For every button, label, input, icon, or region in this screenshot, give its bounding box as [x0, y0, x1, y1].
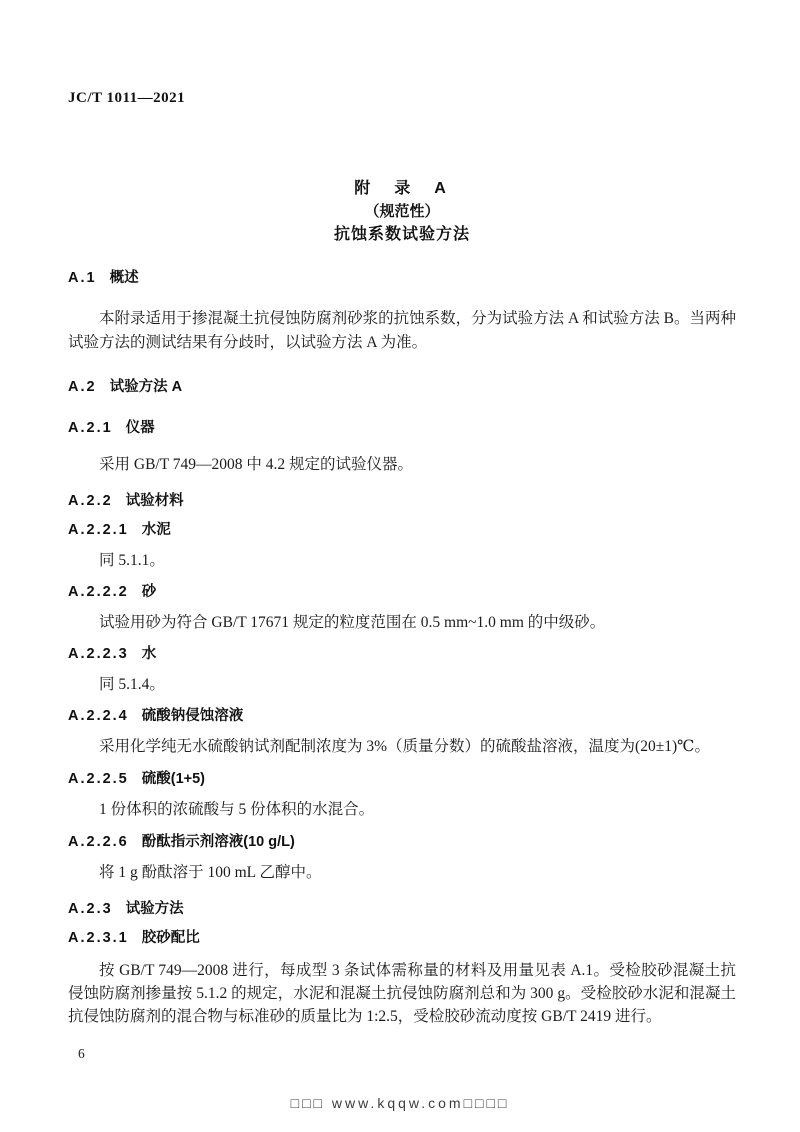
heading-number: A.1 [68, 270, 97, 286]
heading-title: 试验方法 A [109, 379, 183, 395]
heading-number: A.2.2.2 [68, 584, 129, 600]
heading-a2 [68, 379, 736, 396]
paragraph-cement: 同 5.1.1。 [99, 552, 165, 569]
standard-number: JC/T 1011—2021 [68, 90, 186, 106]
heading-title: 试验方法 [125, 901, 184, 917]
heading-title: 水泥 [141, 522, 171, 538]
heading-a23 [68, 901, 736, 918]
paragraph-overview: 本附录适用于掺混凝土抗侵蚀防腐剂砂浆的抗蚀系数，分为试验方法 A 和试验方法 B。当两种试验方法的测试结果有分歧时，以试验方法 A 为准。 [68, 310, 736, 351]
appendix-title [68, 177, 736, 246]
paragraph-instruments: 采用 GB/T 749—2008 中 4.2 规定的试验仪器。 [99, 456, 414, 473]
heading-a222 [68, 584, 736, 601]
paragraph-sand: 试验用砂为符合 GB/T 17671 规定的粒度范围在 0.5 mm~1.0 mm 的中级砂。 [99, 614, 606, 631]
heading-a21 [68, 420, 736, 437]
heading-a1 [68, 270, 736, 287]
heading-number: A.2.2.3 [68, 646, 129, 662]
appendix-title-line3: 抗蚀系数试验方法 [333, 226, 470, 243]
heading-number: A.2.2.5 [68, 771, 129, 787]
heading-a22 [68, 493, 736, 510]
paragraph-sulfuric-acid: 1 份体积的浓硫酸与 5 份体积的水混合。 [99, 801, 375, 818]
heading-title: 试验材料 [125, 493, 184, 509]
page-number: 6 [78, 1046, 85, 1061]
heading-number: A.2.3 [68, 901, 113, 917]
heading-number: A.2.3.1 [68, 930, 129, 946]
heading-a225 [68, 771, 736, 788]
heading-title: 砂 [141, 584, 157, 600]
heading-number: A.2.2.4 [68, 708, 129, 724]
heading-title: 胶砂配比 [141, 930, 200, 946]
heading-title: 酚酞指示剂溶液(10 g/L) [141, 834, 295, 850]
paragraph-mortar-ratio: 按 GB/T 749—2008 进行，每成型 3 条试体需称量的材料及用量见表 A.1。受检胶砂混凝土抗侵蚀防腐剂掺量按 5.1.2 的规定，水泥和混凝土抗侵蚀防腐剂总和为 300 g。受检胶砂水泥和混凝土抗侵蚀防腐剂的混合物与标准砂的质量比为 1:2.5，受检胶砂流动度按 GB/T 2419 进行。 [68, 962, 736, 1025]
heading-title: 硫酸(1+5) [141, 771, 206, 787]
heading-number: A.2.1 [68, 420, 113, 436]
footer-watermark: □□□ www.kqqw.com□□□□ [290, 1095, 510, 1111]
heading-title: 水 [141, 646, 157, 662]
heading-a231 [68, 930, 736, 947]
heading-a226 [68, 834, 736, 851]
heading-number: A.2.2 [68, 493, 113, 509]
heading-title: 概述 [109, 270, 139, 286]
paragraph-water: 同 5.1.4。 [99, 676, 165, 693]
appendix-title-line1: 附 录 A [354, 180, 450, 197]
paragraph-sodium-sulfate-solution: 采用化学纯无水硫酸钠试剂配制浓度为 3%（质量分数）的硫酸盐溶液，温度为(20±1)℃。 [99, 738, 710, 755]
heading-a223 [68, 646, 736, 663]
paragraph-phenolphthalein: 将 1 g 酚酞溶于 100 mL 乙醇中。 [99, 864, 322, 881]
heading-a224 [68, 708, 736, 725]
heading-number: A.2.2.1 [68, 522, 129, 538]
heading-title: 仪器 [125, 420, 155, 436]
appendix-title-line2: （规范性） [364, 203, 440, 220]
heading-title: 硫酸钠侵蚀溶液 [141, 708, 244, 724]
heading-number: A.2 [68, 379, 97, 395]
heading-number: A.2.2.6 [68, 834, 129, 850]
heading-a221 [68, 522, 736, 539]
